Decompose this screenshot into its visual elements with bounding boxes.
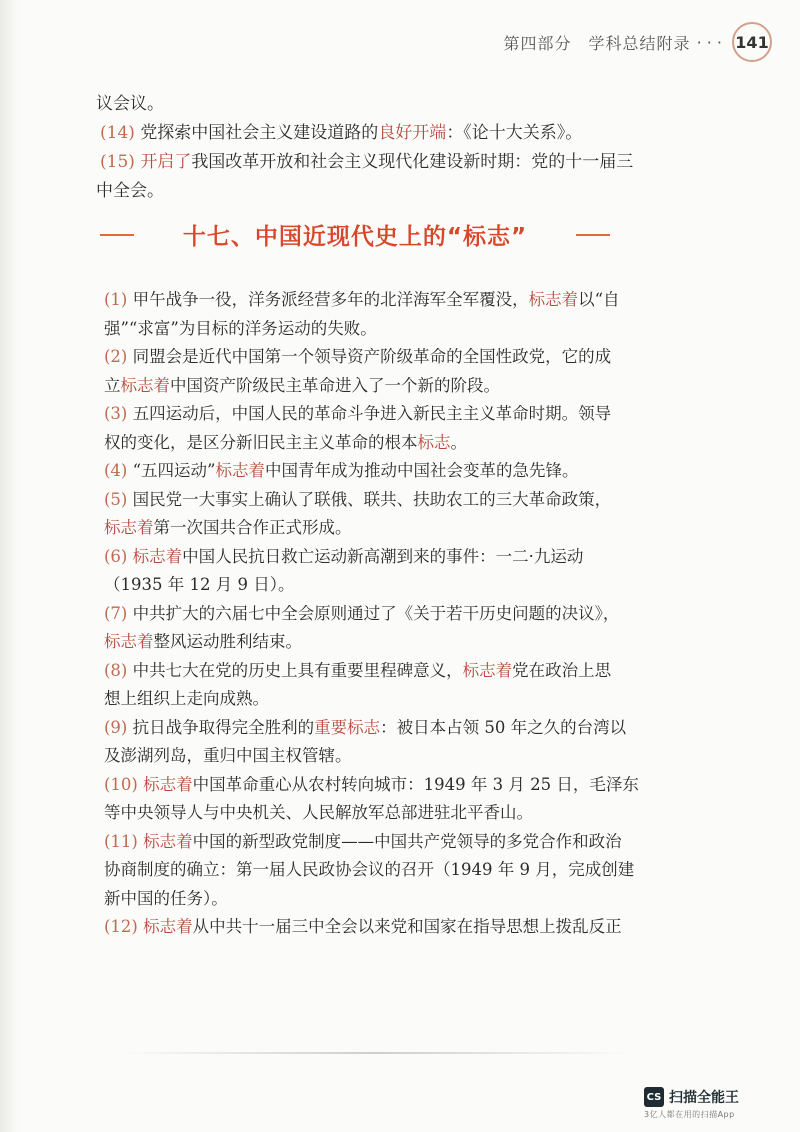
item-index: (2)	[104, 347, 128, 366]
page-header	[504, 22, 772, 62]
item-text-rest: ：《论十大关系》。	[446, 123, 583, 143]
intro-line-1: 议会议。	[96, 94, 164, 114]
highlight-term: 标志着	[120, 375, 170, 395]
highlight-term: 标志着	[143, 774, 193, 794]
item-text-rest: 以“自	[578, 290, 620, 309]
item-text-rest: 中国革命重心从农村转向城市：1949 年 3 月 25 日，毛泽东	[192, 774, 639, 794]
item-text-rest: 从中共十一届三中全会以来党和国家在指导思想上拨乱反正	[192, 917, 622, 936]
item-index: (1)	[104, 290, 128, 309]
list-item-cont: 强”“求富”为目标的洋务运动的失败。	[104, 318, 377, 338]
item-text-rest: 中国青年成为推动中国社会变革的急先锋。	[265, 461, 579, 480]
intro-block	[96, 90, 634, 206]
item-text: 立	[104, 375, 121, 395]
item-index: (9)	[104, 717, 128, 737]
item-index: (10)	[104, 774, 138, 794]
item-text: 同盟会是近代中国第一个领导资产阶级革命的全国性政党，它的成	[132, 347, 612, 366]
list-item-cont	[104, 372, 624, 401]
list-item	[104, 543, 624, 572]
list-item	[104, 913, 624, 942]
scanner-watermark	[644, 1087, 784, 1120]
list-item-cont	[104, 514, 624, 543]
list-item-cont: 及澎湖列岛，重归中国主权管辖。	[104, 746, 352, 765]
highlight-term: 良好开端	[378, 123, 447, 143]
section-title	[100, 218, 610, 251]
list-item	[104, 771, 639, 800]
section-title-text: 十七、中国近现代史上的“标志”	[182, 224, 528, 250]
header-dots: · · ·	[696, 32, 722, 52]
item-text-rest: 中国人民抗日救亡运动新高潮到来的事件：一二·九运动	[182, 546, 584, 566]
item-index: (11)	[104, 831, 138, 851]
list-item-cont: （1935 年 12 月 9 日）。	[104, 575, 295, 594]
item-text: 甲午战争一役，洋务派经营多年的北洋海军全军覆没，	[132, 290, 529, 309]
list-item-cont: 等中央领导人与中央机关、人民解放军总部进驻北平香山。	[104, 803, 533, 822]
item-index: (8)	[104, 660, 128, 680]
page-edge-shadow	[0, 0, 18, 1132]
list-item	[104, 714, 627, 743]
list-item	[104, 400, 624, 429]
item-text-rest: 党在政治上思	[512, 660, 612, 680]
item-text: 五四运动后，中国人民的革命斗争进入新民主主义革命时期。领导	[132, 404, 612, 423]
section-list	[104, 286, 639, 942]
item-text: 权的变化，是区分新旧民主主义革命的根本	[104, 432, 418, 452]
list-item-cont: 新中国的任务）。	[104, 888, 228, 908]
highlight-term: 标志着	[143, 917, 193, 936]
item-text-rest: 中国的新型政党制度——中国共产党领导的多党合作和政治	[192, 831, 622, 851]
header-section-title: 第四部分 学科总结附录	[503, 33, 691, 53]
highlight-term: 标志着	[104, 632, 154, 651]
list-item	[104, 657, 624, 686]
item-index: (6)	[104, 546, 128, 566]
item-index: (3)	[104, 404, 128, 423]
intro-item-15	[100, 148, 634, 177]
item-index: (14)	[100, 123, 135, 143]
highlight-term: 标志着	[104, 518, 154, 537]
list-item-cont: 协商制度的确立：第一届人民政协会议的召开（1949 年 9 月，完成创建	[104, 860, 635, 879]
title-dash-left	[100, 234, 134, 236]
item-text: 党探索中国社会主义建设道路的	[140, 123, 379, 143]
list-item	[104, 486, 624, 515]
item-text: 国民党一大事实上确认了联俄、联共、扶助农工的三大革命政策，	[132, 489, 612, 509]
item-text: 中共七大在党的历史上具有重要里程碑意义，	[132, 660, 463, 680]
list-item	[104, 600, 624, 629]
list-item	[104, 286, 624, 315]
highlight-term: 标志	[417, 432, 451, 452]
highlight-term: 开启了	[140, 152, 192, 172]
intro-item-14	[100, 119, 630, 148]
highlight-term: 重要标志	[314, 717, 381, 737]
item-index: (5)	[104, 489, 128, 509]
page-number-badge: 141	[732, 22, 772, 62]
list-item	[104, 457, 624, 486]
intro-item-15-cont: 中全会。	[96, 181, 164, 201]
highlight-term: 标志着	[528, 290, 579, 309]
highlight-term: 标志着	[143, 831, 193, 851]
item-text-rest: 整风运动胜利结束。	[153, 632, 302, 651]
highlight-term: 标志着	[462, 660, 513, 680]
list-item	[104, 343, 624, 372]
list-item-cont	[104, 628, 624, 657]
item-index: (12)	[104, 917, 138, 936]
item-text: “五四运动”	[132, 461, 216, 480]
title-dash-right	[576, 234, 610, 236]
item-index: (15)	[100, 152, 135, 172]
item-text: 中共扩大的六届七中全会原则通过了《关于若干历史问题的决议》，	[132, 603, 620, 623]
highlight-term: 标志着	[132, 546, 183, 566]
item-index: (7)	[104, 603, 128, 623]
item-text: 我国改革开放和社会主义现代化建设新时期：党的十一届三	[191, 152, 634, 172]
watermark-tagline: 3亿人都在用的扫描App	[644, 1110, 735, 1119]
camscanner-logo: CS	[644, 1087, 664, 1107]
item-text-rest: 中国资产阶级民主革命进入了一个新的阶段。	[170, 375, 500, 395]
item-index: (4)	[104, 461, 128, 480]
list-item-cont: 想上组织上走向成熟。	[104, 689, 269, 708]
item-text-rest: 第一次国共合作正式形成。	[153, 518, 352, 537]
highlight-term: 标志着	[215, 461, 265, 480]
scan-smudge-line	[120, 1052, 630, 1054]
item-text: 抗日战争取得完全胜利的	[132, 717, 315, 737]
item-text-rest: ：被日本占领 50 年之久的台湾以	[380, 717, 627, 737]
list-item-cont	[104, 429, 624, 458]
watermark-app-name: 扫描全能王	[669, 1090, 739, 1106]
list-item	[104, 828, 624, 857]
item-text-rest: 。	[450, 432, 467, 452]
